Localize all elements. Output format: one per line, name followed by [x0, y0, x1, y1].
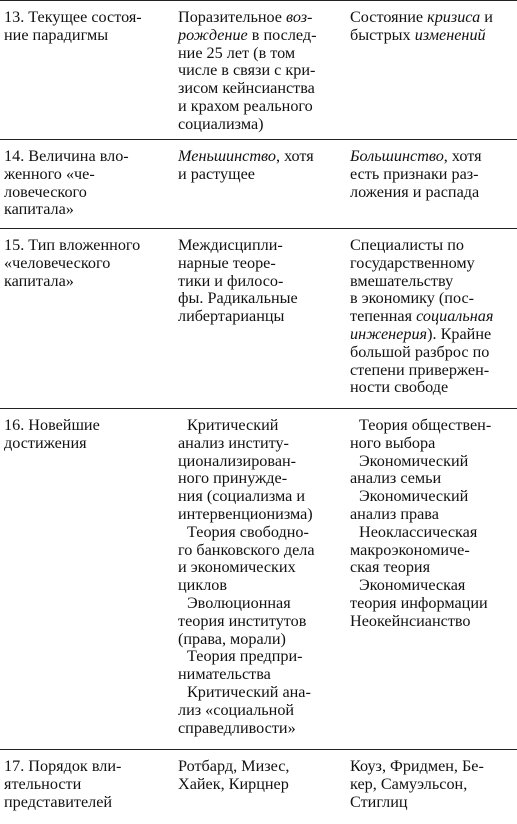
cell-line	[350, 506, 514, 524]
emphasis-text: Меньшинство	[178, 147, 276, 165]
cell-line	[178, 9, 340, 27]
cell-line	[178, 470, 340, 488]
text-run: Теория обществен-	[359, 416, 492, 434]
cell-line	[350, 148, 514, 166]
text-run: ного выбора	[350, 433, 436, 452]
text-run: , хотя	[443, 147, 482, 165]
text-run: Коуз, Фридмен, Бе-	[350, 757, 484, 775]
text-run: государственному	[350, 253, 475, 272]
cell-line	[178, 684, 340, 702]
text-run: и экономических	[178, 558, 296, 577]
cell-line	[350, 166, 514, 184]
text-run: социализма)	[178, 114, 264, 133]
cell-line: ятельности	[4, 774, 82, 793]
text-run: анализ институ-	[178, 433, 289, 452]
cell-line: 17. Порядок вли-	[4, 757, 122, 775]
cell-line	[178, 417, 340, 435]
cell-line	[350, 542, 514, 560]
cell-line	[178, 255, 340, 273]
neoclassical-cell	[350, 237, 514, 397]
text-run: Ротбард, Мизес,	[178, 757, 290, 775]
cell-line	[178, 702, 340, 720]
cell-line	[178, 758, 340, 776]
cell-line	[178, 720, 340, 738]
cell-line	[350, 326, 514, 344]
text-run: нарные теоре-	[178, 253, 276, 272]
table-row	[0, 140, 517, 229]
cell-line	[178, 666, 340, 684]
text-run: (права, морали)	[178, 629, 286, 648]
text-run: вмешательству	[350, 271, 454, 290]
text-run: Экономическая	[359, 576, 466, 595]
table-row	[0, 0, 517, 140]
cell-line	[350, 776, 514, 794]
cell-line	[350, 595, 514, 613]
cell-line	[178, 45, 340, 63]
text-run: ). Крайне	[427, 324, 492, 343]
cell-line	[350, 417, 514, 435]
cell-line	[178, 148, 340, 166]
emphasis-text: изменений	[414, 25, 486, 44]
cell-line: женного «че-	[4, 164, 95, 183]
text-run: ционализирован-	[178, 451, 297, 470]
austrian-school-cell	[178, 237, 340, 326]
cell-line	[350, 362, 514, 380]
cell-line: 14. Величина вло-	[4, 147, 129, 165]
table-row	[0, 229, 517, 409]
cell-line	[178, 290, 340, 308]
text-run: и растущее	[178, 164, 255, 183]
cell-line: представителей	[4, 792, 113, 811]
cell-line	[178, 542, 340, 560]
text-run: лиз «социальной	[178, 700, 295, 719]
text-run: ложения и распада	[350, 182, 480, 201]
text-run: Неокейнсианство	[350, 611, 471, 630]
text-run: справедливости»	[178, 718, 296, 737]
table-row	[0, 409, 517, 750]
cell-line	[350, 435, 514, 453]
cell-line	[178, 453, 340, 471]
cell-line	[178, 506, 340, 524]
text-run: Специалисты по	[350, 236, 464, 254]
text-run: тепенная	[350, 307, 417, 326]
text-run: нимательства	[178, 665, 271, 684]
cell-line	[178, 613, 340, 631]
austrian-school-cell	[178, 758, 340, 794]
cell-line	[178, 237, 340, 255]
text-run: го банковского дела	[178, 540, 315, 559]
text-run: ности свободе	[350, 378, 449, 397]
text-run: Критический	[187, 416, 279, 434]
text-run: Теория предпри-	[187, 647, 303, 666]
cell-line	[350, 379, 514, 397]
neoclassical-cell	[350, 758, 514, 811]
cell-line	[350, 758, 514, 776]
text-run: кер, Самуэльсон,	[350, 774, 468, 793]
text-run: в экономику (пос-	[350, 289, 475, 308]
austrian-school-cell	[178, 417, 340, 737]
cell-line	[178, 577, 340, 595]
cell-line	[350, 559, 514, 577]
cell-line	[178, 559, 340, 577]
cell-line	[350, 255, 514, 273]
cell-line	[178, 631, 340, 649]
text-run: либертарианцы	[178, 307, 285, 326]
cell-line	[178, 524, 340, 542]
text-run: тики и филосо-	[178, 271, 284, 290]
austrian-school-cell	[178, 9, 340, 134]
emphasis-text: Большинство	[350, 147, 444, 165]
cell-line: 16. Новейшие	[4, 416, 100, 434]
cell-line: 15. Тип вложенного	[4, 236, 141, 254]
cell-line	[178, 116, 340, 134]
row-label	[4, 758, 164, 811]
neoclassical-cell	[350, 417, 514, 631]
text-run: Экономический	[359, 487, 469, 506]
text-run: и	[480, 8, 493, 26]
text-run: зисом кейнсианства	[178, 79, 315, 98]
cell-line	[178, 435, 340, 453]
text-run: ская теория	[350, 558, 431, 577]
neoclassical-cell	[350, 9, 514, 45]
text-run: макроэкономиче-	[350, 540, 470, 559]
cell-line: достижения	[4, 433, 87, 452]
text-run: Состояние	[350, 8, 428, 26]
cell-line	[350, 613, 514, 631]
text-run: Теория свободно-	[187, 522, 309, 541]
cell-line: капитала»	[4, 200, 74, 219]
text-run: Междисципли-	[178, 236, 283, 254]
cell-line	[350, 453, 514, 471]
text-run: быстрых	[350, 25, 415, 44]
row-label	[4, 9, 164, 45]
row-label	[4, 237, 164, 290]
cell-line	[350, 184, 514, 202]
cell-line	[178, 98, 340, 116]
row-label	[4, 417, 164, 453]
row-label	[4, 148, 164, 219]
cell-line: «человеческого	[4, 253, 111, 272]
emphasis-text: инженерия	[350, 324, 428, 343]
text-run: Экономический	[359, 451, 469, 470]
cell-line	[178, 273, 340, 291]
text-run: Поразительное	[178, 8, 287, 26]
text-run: анализ права	[350, 504, 439, 523]
cell-line	[350, 237, 514, 255]
cell-line	[350, 577, 514, 595]
cell-line: 13. Текущее состоя-	[4, 8, 142, 26]
text-run: и крахом реального	[178, 96, 313, 115]
text-run: интервенционизма)	[178, 504, 313, 523]
text-run: Стиглиц	[350, 792, 408, 811]
cell-line	[178, 308, 340, 326]
text-run: ного принужде-	[178, 469, 288, 488]
cell-line	[350, 488, 514, 506]
text-run: большой разброс по	[350, 342, 490, 361]
cell-line	[178, 80, 340, 98]
cell-line	[178, 166, 340, 184]
emphasis-text: воз-	[286, 8, 313, 26]
cell-line	[350, 308, 514, 326]
text-run: Критический ана-	[187, 682, 311, 701]
text-run: есть признаки раз-	[350, 164, 479, 183]
text-run: , хотя	[275, 147, 314, 165]
text-run: теория институтов	[178, 611, 307, 630]
emphasis-text: кризиса	[427, 8, 481, 26]
text-run: в послед-	[247, 25, 317, 44]
emphasis-text: социальная	[416, 307, 494, 326]
cell-line	[350, 27, 514, 45]
cell-line	[178, 62, 340, 80]
austrian-school-cell	[178, 148, 340, 184]
text-run: степени привержен-	[350, 360, 490, 379]
cell-line: ние парадигмы	[4, 25, 109, 44]
text-run: Эволюционная	[187, 593, 291, 612]
cell-line	[178, 776, 340, 794]
text-run: ния (социализма и	[178, 487, 306, 506]
text-run: числе в связи с кри-	[178, 61, 316, 80]
cell-line	[350, 273, 514, 291]
cell-line	[178, 27, 340, 45]
cell-line	[178, 488, 340, 506]
cell-line	[350, 290, 514, 308]
emphasis-text: рождение	[178, 25, 248, 44]
cell-line	[350, 470, 514, 488]
table-row	[0, 750, 517, 822]
cell-line	[350, 794, 514, 812]
cell-line	[178, 648, 340, 666]
text-run: анализ семьи	[350, 469, 442, 488]
text-run: теория информации	[350, 593, 488, 612]
text-run: фы. Радикальные	[178, 289, 298, 308]
cell-line	[350, 344, 514, 362]
cell-line	[178, 595, 340, 613]
cell-line: капитала»	[4, 271, 74, 290]
cell-line: ловеческого	[4, 182, 87, 201]
cell-line	[350, 524, 514, 542]
text-run: ние 25 лет (в том	[178, 43, 296, 62]
text-run: Неоклассическая	[359, 522, 478, 541]
neoclassical-cell	[350, 148, 514, 201]
text-run: Хайек, Кирцнер	[178, 774, 289, 793]
cell-line	[350, 9, 514, 27]
text-run: циклов	[178, 576, 228, 595]
